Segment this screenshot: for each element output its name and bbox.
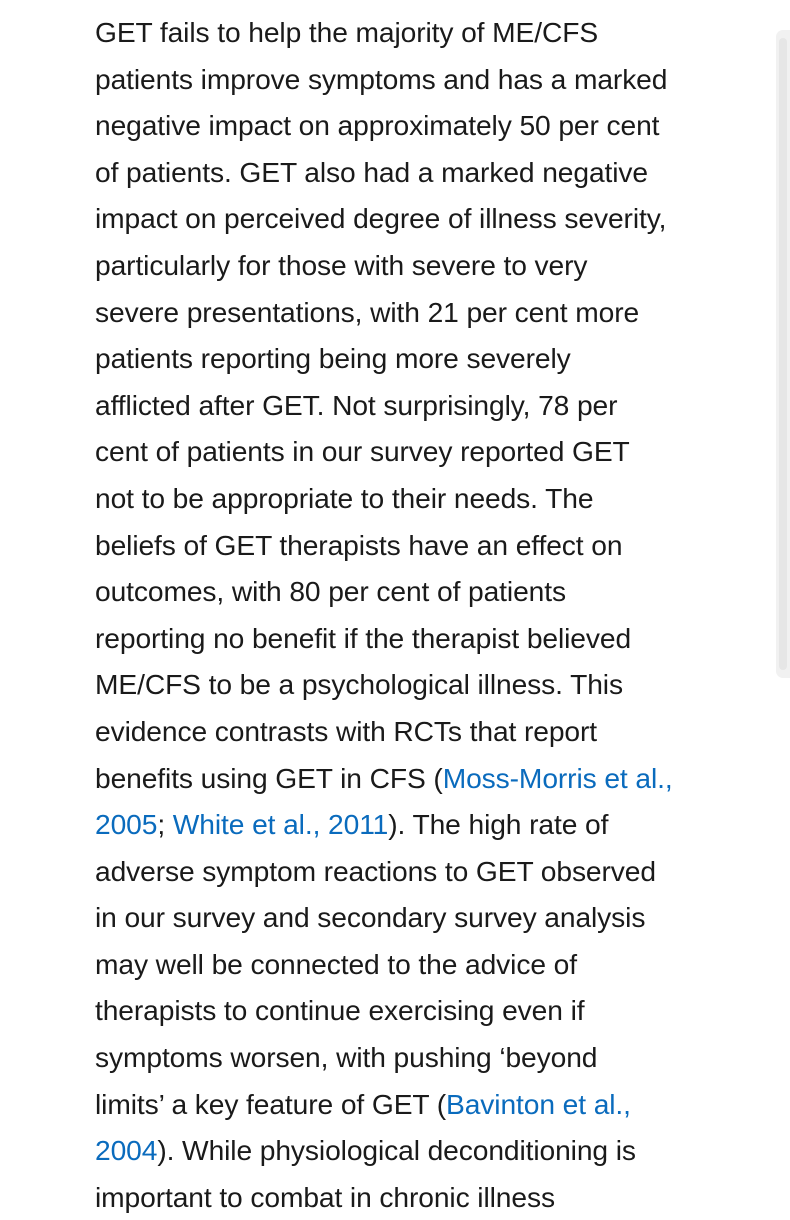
text-line: adverse symptom reactions to GET observed	[95, 854, 656, 887]
text-line: ME/CFS to be a psychological illness. This	[95, 668, 623, 701]
text-line: therapists to continue exercising even if	[95, 994, 585, 1027]
text-line: negative impact on approximately 50 per cent	[95, 109, 660, 142]
citation-link-white[interactable]: White et al., 2011	[172, 808, 389, 841]
text-line: afflicted after GET. Not surprisingly, 78 per	[95, 388, 618, 421]
text-fragment: limits’ a key feature of GET (	[95, 1087, 447, 1120]
text-line: particularly for those with severe to very	[95, 248, 588, 281]
text-line: important to combat in chronic illness	[95, 1180, 555, 1213]
text-line: impact on perceived degree of illness severity,	[95, 202, 667, 235]
text-line: not to be appropriate to their needs. The	[95, 481, 594, 514]
citation-link-moss-morris[interactable]: Moss-Morris et al.,	[442, 761, 673, 794]
text-line: evidence contrasts with RCTs that report	[95, 714, 598, 747]
text-line: patients improve symptoms and has a marked	[95, 62, 668, 95]
text-line: severe presentations, with 21 per cent more	[95, 295, 640, 328]
text-line	[95, 1127, 695, 1174]
text-fragment: ). The high rate of	[388, 808, 609, 841]
text-line	[95, 755, 695, 802]
citation-link-bavinton[interactable]: Bavinton et al.,	[446, 1087, 631, 1120]
scrollbar-thumb[interactable]	[779, 38, 787, 670]
article-body	[95, 9, 695, 1220]
text-fragment: ). While physiological deconditioning is	[157, 1134, 636, 1167]
citation-link-moss-morris-year[interactable]: 2005	[95, 808, 158, 841]
text-line: in our survey and secondary survey analysis	[95, 901, 646, 934]
text-line: cent of patients in our survey reported GET	[95, 435, 630, 468]
text-line: may well be connected to the advice of	[95, 947, 577, 980]
text-line: patients reporting being more severely	[95, 342, 571, 375]
text-line: symptoms worsen, with pushing ‘beyond	[95, 1041, 598, 1074]
text-line	[95, 801, 695, 848]
scrollbar-track[interactable]	[776, 30, 790, 678]
text-line: reporting no benefit if the therapist believed	[95, 621, 632, 654]
text-line: outcomes, with 80 per cent of patients	[95, 575, 566, 608]
text-fragment: benefits using GET in CFS (	[95, 761, 443, 794]
text-line: of patients. GET also had a marked negative	[95, 155, 648, 188]
citation-link-bavinton-year[interactable]: 2004	[95, 1134, 158, 1167]
text-fragment: ;	[157, 808, 173, 841]
text-line: beliefs of GET therapists have an effect on	[95, 528, 623, 561]
text-line: GET fails to help the majority of ME/CFS	[95, 16, 599, 48]
text-line	[95, 1081, 695, 1128]
